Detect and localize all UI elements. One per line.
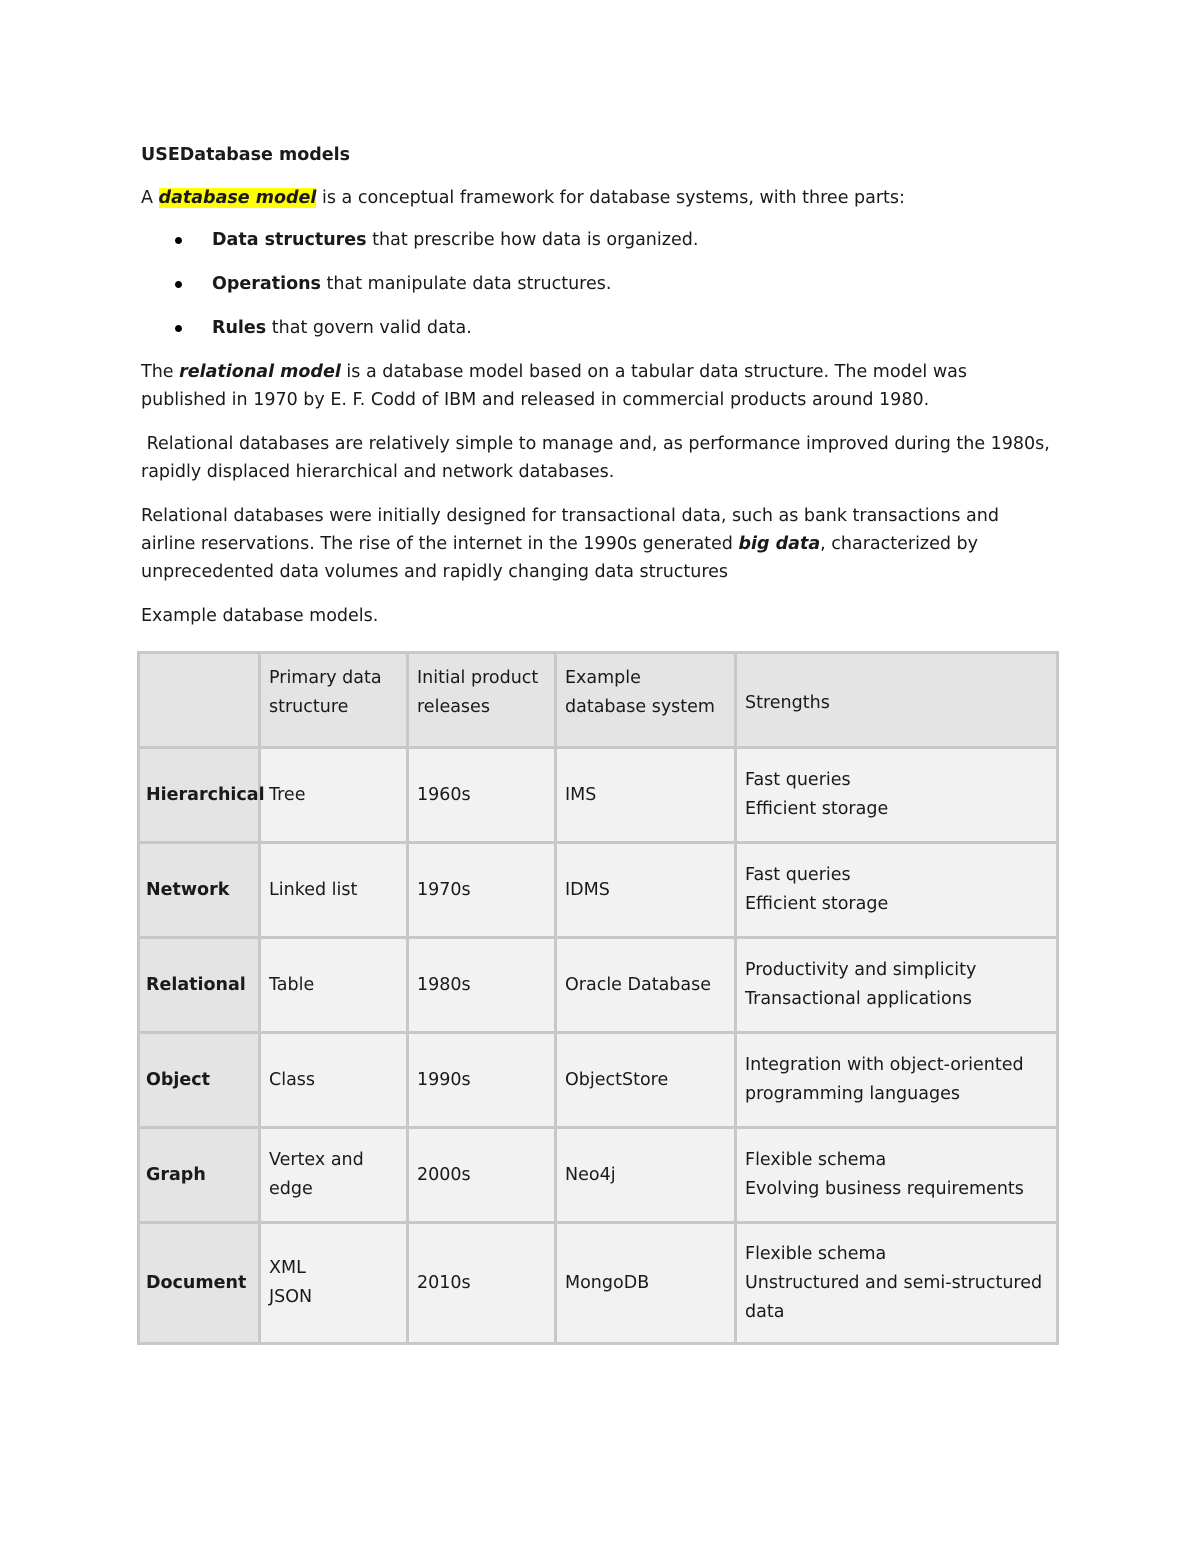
bullet-item xyxy=(141,270,1057,298)
bullet-text: that manipulate data structures. xyxy=(320,274,612,294)
relational-suffix: is a database model based on a tabular data structure. The model was published in 1970 by E. F. Codd of IBM and released in commercial products around 1980. xyxy=(141,362,967,410)
strength-line: Unstructured and semi-structured data xyxy=(745,1272,1043,1322)
term-relational-model: relational model xyxy=(179,362,341,382)
bullet-dot-icon xyxy=(175,237,182,244)
strength-line: Flexible schema xyxy=(745,1150,887,1170)
strength-line: Fast queries xyxy=(745,770,851,790)
strength-line: Integration with object-oriented programming languages xyxy=(745,1055,1024,1104)
strengths xyxy=(736,843,1058,938)
bullet-dot-icon xyxy=(175,281,182,288)
intro-suffix: is a conceptual framework for database systems, with three parts: xyxy=(316,188,905,208)
bullet-list xyxy=(141,226,1057,342)
model-name: Relational xyxy=(139,938,260,1033)
example-system: Oracle Database xyxy=(556,938,736,1033)
release-decade: 1980s xyxy=(408,938,556,1033)
header-cell-empty xyxy=(139,653,260,748)
bullet-dot-icon xyxy=(175,325,182,332)
structure-line: Class xyxy=(269,1069,316,1090)
release-decade: 2010s xyxy=(408,1223,556,1344)
example-system: ObjectStore xyxy=(556,1033,736,1128)
structure-line: JSON xyxy=(269,1287,313,1307)
primary-structure xyxy=(260,748,408,843)
document-body xyxy=(141,140,1057,630)
bullet-item xyxy=(141,226,1057,254)
strength-line: Transactional applications xyxy=(745,989,972,1009)
primary-structure xyxy=(260,1128,408,1223)
structure-line: Tree xyxy=(269,784,306,805)
bullet-item xyxy=(141,314,1057,342)
strengths xyxy=(736,1223,1058,1344)
table-row xyxy=(139,843,1058,938)
table-header-row xyxy=(139,653,1058,748)
model-name: Object xyxy=(139,1033,260,1128)
structure-line: Table xyxy=(269,974,315,995)
table-row xyxy=(139,1223,1058,1344)
relational-model-paragraph xyxy=(141,358,1057,414)
bullet-term: Operations xyxy=(212,274,321,294)
big-data-prefix: Relational databases were initially designed for transactional data, such as bank transactions and airline reservations. The rise of the internet in the 1990s generated xyxy=(141,506,999,554)
model-name: Hierarchical xyxy=(139,748,260,843)
bullet-text: that govern valid data. xyxy=(266,318,472,338)
relational-simplicity-paragraph: Relational databases are relatively simple to manage and, as performance improved during the 1980s, rapidly displaced hierarchical and network databases. xyxy=(141,434,1056,482)
model-name: Network xyxy=(139,843,260,938)
table-row xyxy=(139,938,1058,1033)
strengths xyxy=(736,938,1058,1033)
model-name: Document xyxy=(139,1223,260,1344)
term-big-data: big data xyxy=(738,534,821,554)
header-initial-product-releases: Initial product releases xyxy=(408,653,556,748)
example-system: MongoDB xyxy=(556,1223,736,1344)
strengths xyxy=(736,1033,1058,1128)
strength-line: Evolving business requirements xyxy=(745,1179,1024,1199)
model-name: Graph xyxy=(139,1128,260,1223)
header-primary-data-structure: Primary data structure xyxy=(260,653,408,748)
primary-structure xyxy=(260,938,408,1033)
strength-line: Productivity and simplicity xyxy=(745,960,977,980)
table-row xyxy=(139,1033,1058,1128)
release-decade: 1990s xyxy=(408,1033,556,1128)
release-decade: 1960s xyxy=(408,748,556,843)
strength-line: Efficient storage xyxy=(745,799,889,819)
intro-prefix: A xyxy=(141,188,159,208)
strengths xyxy=(736,748,1058,843)
bullet-term: Rules xyxy=(212,318,267,338)
release-decade: 1970s xyxy=(408,843,556,938)
database-models-table xyxy=(137,651,1059,1345)
header-example-database-system: Example database system xyxy=(556,653,736,748)
structure-line: Vertex and edge xyxy=(269,1150,364,1199)
example-system: IDMS xyxy=(556,843,736,938)
release-decade: 2000s xyxy=(408,1128,556,1223)
table-row xyxy=(139,1128,1058,1223)
big-data-paragraph xyxy=(141,502,1057,586)
bullet-term: Data structures xyxy=(212,230,367,250)
strength-line: Flexible schema xyxy=(745,1243,887,1264)
relational-prefix: The xyxy=(141,362,180,382)
strength-line: Efficient storage xyxy=(745,894,889,914)
intro-paragraph xyxy=(141,184,1057,212)
primary-structure xyxy=(260,1223,408,1344)
primary-structure xyxy=(260,1033,408,1128)
structure-line: Linked list xyxy=(269,879,358,900)
strengths xyxy=(736,1128,1058,1223)
header-strengths: Strengths xyxy=(736,653,1058,748)
table-row xyxy=(139,748,1058,843)
table-caption: Example database models. xyxy=(141,606,379,626)
primary-structure xyxy=(260,843,408,938)
example-system: IMS xyxy=(556,748,736,843)
document-title: USEDatabase models xyxy=(141,145,351,165)
structure-line: XML xyxy=(269,1258,306,1278)
strength-line: Fast queries xyxy=(745,865,851,885)
example-system: Neo4j xyxy=(556,1128,736,1223)
big-data-suffix: , characterized by unprecedented data volumes and rapidly changing data structures xyxy=(141,534,979,582)
highlighted-term-database-model: database model xyxy=(158,188,317,208)
bullet-text: that prescribe how data is organized. xyxy=(366,230,699,250)
